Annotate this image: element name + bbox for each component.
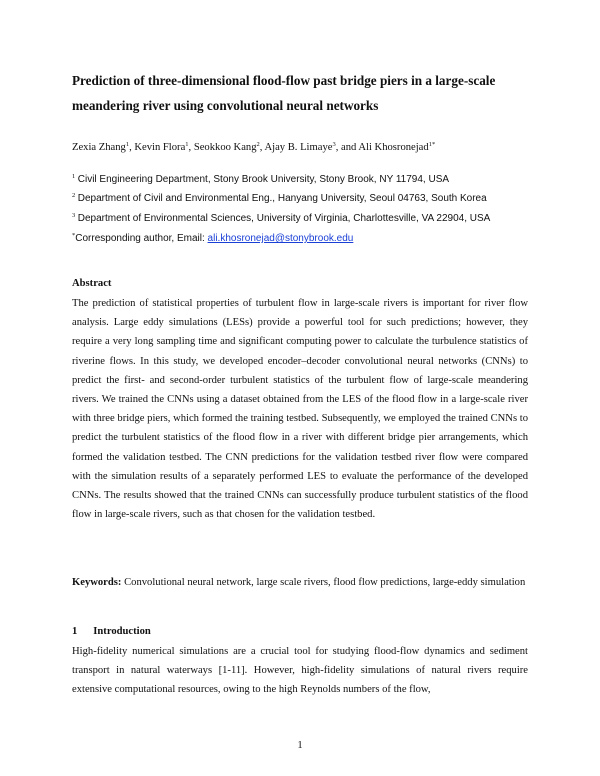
paper-title: Prediction of three-dimensional flood-flow past bridge piers in a large-scale meandering river using convolutional neural networks [72,73,496,113]
section-heading [72,626,151,637]
author-2: Kevin Flora$^1$, [134,141,194,153]
abstract-text: The prediction of statistical properties of turbulent flow in large-scale rivers is important for river flow analysis. Large eddy simulations (LESs) provide a powerful tool for such predictions; however, they require a very long sampling time and significant computing power to calculate the turbulence statistics of riverine flows. In this study, we developed encoder–decoder convolutional neural networks (CNNs) to predict the first- and second-order turbulent statistics of the turbulent flow of large-scale meandering rivers. We trained the CNNs using a dataset obtained from the LES of the flood flow in a large-scale river with three bridge piers, which formed the training testbed. Subsequently, we employed the trained CNNs to predict the turbulent statistics of the flood flow in a river with different bridge pier arrangements, which formed the validation testbed. The CNN predictions for the validation testbed river flow were compared with the simulation results of a separately performed LES to evaluate the performance of the developed CNNs. The results showed that the trained CNNs can successfully produce turbulent statistics of the flood flow in large-scale rivers, such as that chosen for the validation testbed. [72,298,528,521]
page-number: 1 [297,740,303,751]
section-title: Introduction [93,626,151,637]
corresponding-author: *Corresponding author, Email: ali.khosronejad@stonybrook.edu [72,232,354,244]
intro-text: High-fidelity numerical simulations are a crucial tool for studying flood-flow dynamics and sediment transport in natural waterways [1-11]. However, high-fidelity simulations of natural rivers require extensive computational resources, owing to the high Reynolds numbers of the flow, [72,646,528,696]
author-list [72,141,435,155]
keywords [72,573,528,592]
author-4: Ajay B. Limaye$^3$, and [264,141,359,153]
keywords-label: Keywords: [72,577,122,588]
author-3: Seokkoo Kang$^2$, [193,141,265,153]
affiliation-1: $^1$ Civil Engineering Department, Stony Brook University, Stony Brook, NY 11794, USA [72,173,450,185]
affiliation-2: $^2$ Department of Civil and Environmental Eng., Hanyang University, Seoul 04763, South Korea [72,192,487,204]
email-link[interactable]: ali.khosronejad@stonybrook.edu [207,233,354,244]
abstract-heading: Abstract [72,278,112,289]
keywords-text: Convolutional neural network, large scale rivers, flood flow predictions, large-eddy simulation [121,577,526,588]
section-number: 1 [72,626,78,637]
author-5: Ali Khosronejad$^{1*}$ [358,141,436,153]
affiliation-3: $^3$ Department of Environmental Sciences, University of Virginia, Charlottesville, VA 22904, USA [72,212,491,224]
author-1: Zexia Zhang$^1$, [72,141,135,153]
